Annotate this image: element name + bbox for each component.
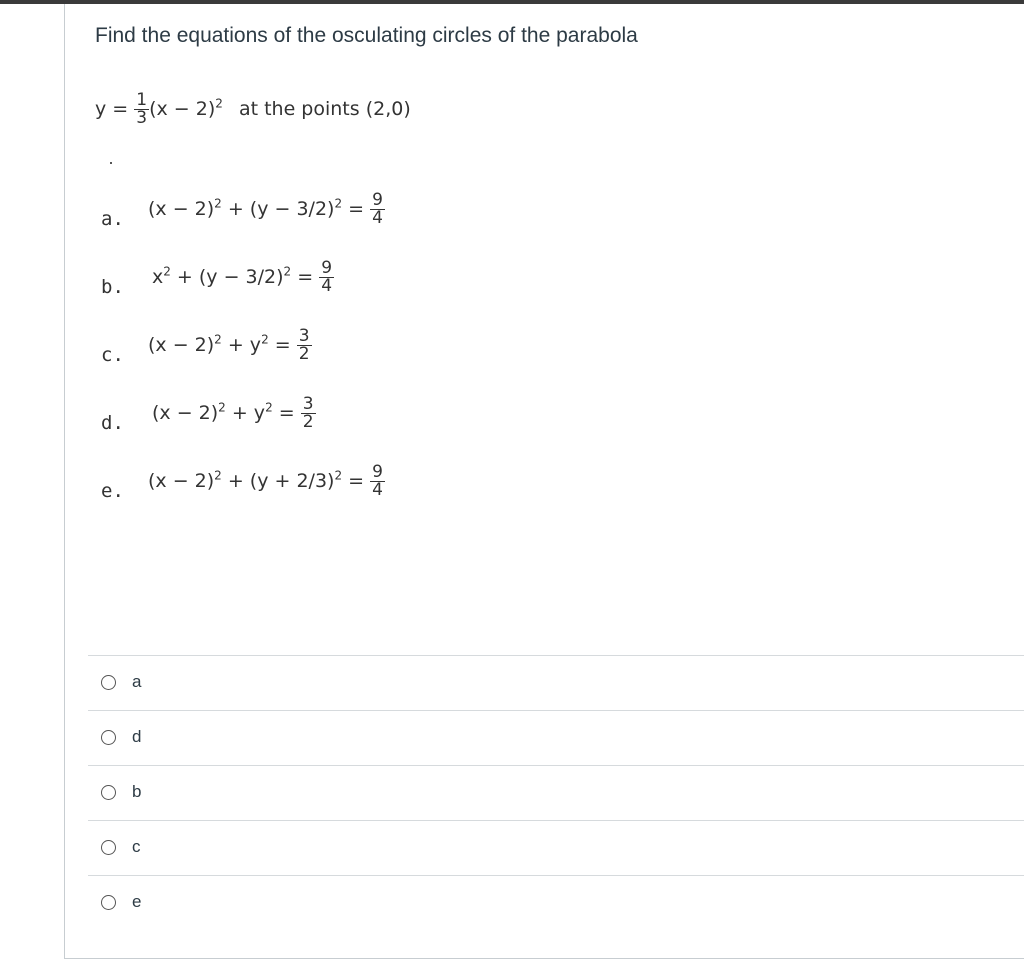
answer-label[interactable]: a	[132, 672, 142, 691]
choice-letter-b: b.	[101, 276, 124, 298]
radio-button[interactable]	[101, 785, 116, 800]
answer-label[interactable]: b	[132, 782, 142, 801]
fraction: $\frac{9}{4}$	[321, 258, 333, 296]
eq-rhs: (x − 2)	[149, 98, 216, 120]
radio-button[interactable]	[101, 840, 116, 855]
answer-label[interactable]: d	[132, 727, 142, 746]
stray-dot	[110, 162, 112, 164]
fraction: $\frac{9}{4}$	[372, 462, 383, 500]
answer-option[interactable]	[88, 710, 1024, 765]
fraction: $\frac{3}{2}$	[302, 394, 314, 432]
choice-letter-d: d.	[101, 412, 124, 434]
fraction: $\frac{3}{2}$	[298, 326, 310, 364]
choice-letter-e: e.	[101, 480, 124, 502]
radio-button[interactable]	[101, 730, 116, 745]
choice-equation-b: $x^2 + (y - 3/2)^2$ = $\frac{9}{4}$	[152, 258, 333, 296]
answer-option[interactable]	[88, 765, 1024, 820]
choice-equation-a: $(x - 2)^2 + (y - 3/2)^2$ = $\frac{9}{4}$	[148, 190, 383, 228]
fraction: $\frac{9}{4}$	[372, 190, 383, 228]
answer-list	[88, 655, 1024, 930]
answer-option[interactable]	[88, 820, 1024, 875]
eq-fraction: $\frac{1}{3}$	[136, 90, 148, 128]
choice-letter-a: a.	[101, 208, 124, 230]
choice-equation-e: $(x - 2)^2 + (y + 2/3)^2$ = $\frac{9}{4}$	[148, 462, 383, 500]
answer-option[interactable]	[88, 655, 1024, 710]
points-text: at the points (2,0)	[238, 98, 411, 120]
choice-letter-c: c.	[101, 344, 124, 366]
answer-option[interactable]	[88, 875, 1024, 930]
parabola-equation: y = $\frac{1}{3}$ $(x - 2)^2$ at the points (2,0)	[95, 90, 411, 128]
radio-button[interactable]	[101, 675, 116, 690]
eq-lhs: y =	[95, 98, 129, 120]
answer-label[interactable]: c	[132, 837, 141, 856]
answer-label[interactable]: e	[132, 892, 142, 911]
choice-equation-c: $(x - 2)^2 + y^2$ = $\frac{3}{2}$	[148, 326, 310, 364]
radio-button[interactable]	[101, 895, 116, 910]
question-prompt: Find the equations of the osculating circles of the parabola	[95, 24, 638, 47]
choice-equation-d: $(x - 2)^2 + y^2$ = $\frac{3}{2}$	[152, 394, 314, 432]
